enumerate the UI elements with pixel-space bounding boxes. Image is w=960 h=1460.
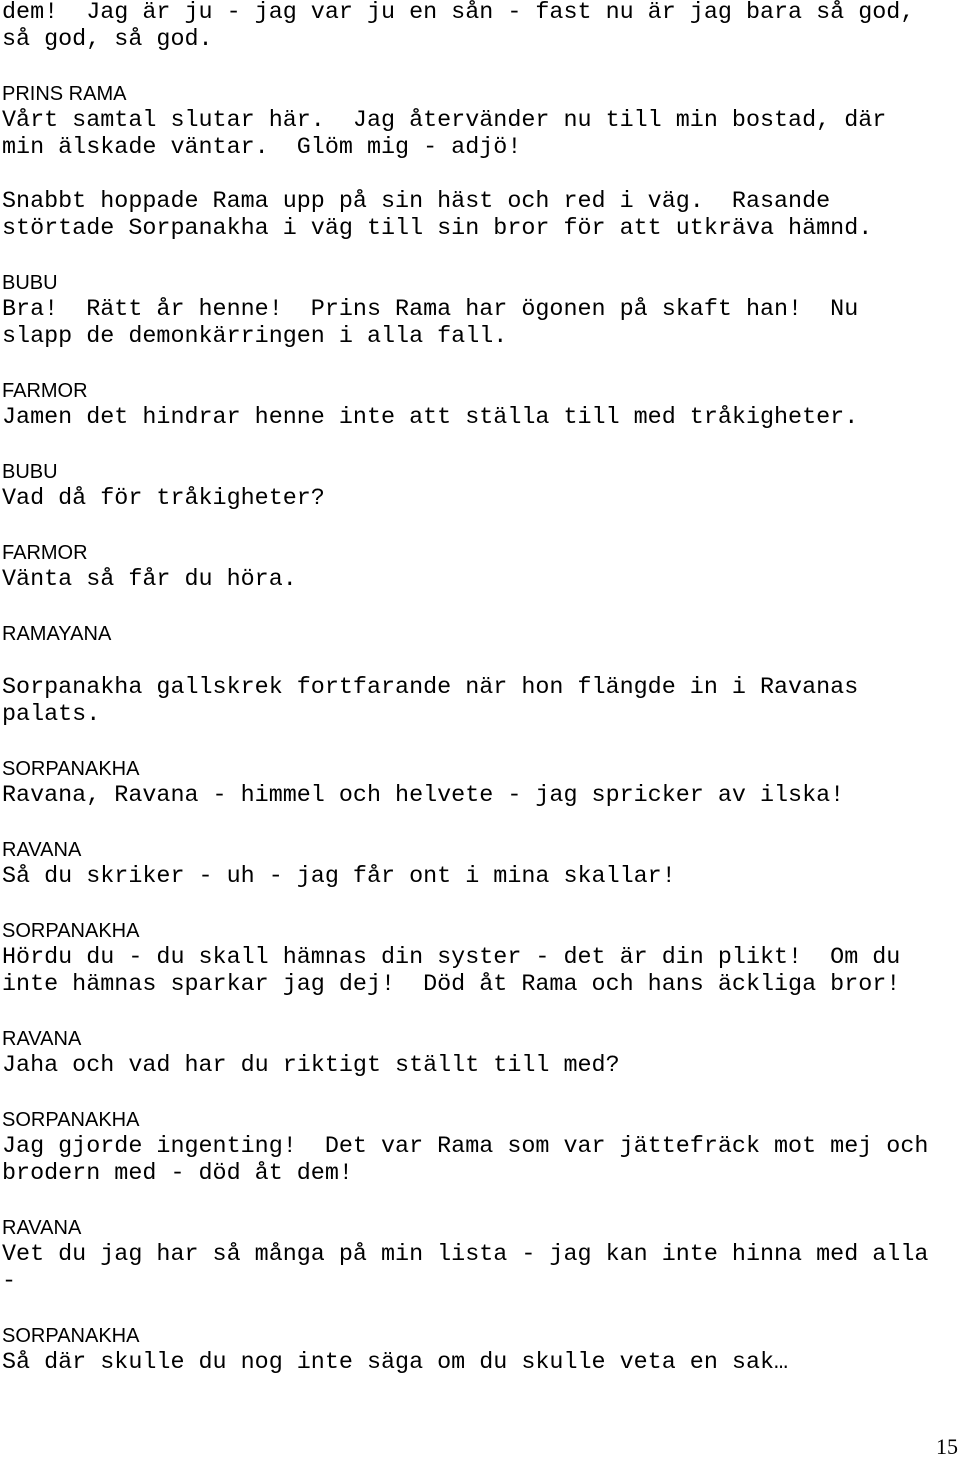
dialogue-line: Jag gjorde ingenting! Det var Rama som var jättefräck mot mej och [2, 1134, 929, 1160]
narration-line: palats. [2, 702, 101, 728]
speaker-name: SORPANAKHA [2, 758, 140, 780]
speaker-name: RAVANA [2, 1028, 82, 1050]
speaker-name: RAVANA [2, 839, 82, 861]
speaker-name: SORPANAKHA [2, 1325, 140, 1347]
narration-line: Sorpanakha gallskrek fortfarande när hon flängde in i Ravanas [2, 675, 859, 701]
dialogue-line: inte hämnas sparkar jag dej! Död åt Rama och hans äckliga bror! [2, 972, 901, 998]
dialogue-line: Bra! Rätt år henne! Prins Rama har ögonen på skaft han! Nu [2, 297, 859, 323]
dialogue-line: Så där skulle du nog inte säga om du skulle veta en sak… [2, 1350, 789, 1376]
dialogue-line: min älskade väntar. Glöm mig - adjö! [2, 135, 522, 161]
dialogue-line: Vad då för tråkigheter? [2, 486, 325, 512]
manuscript-page [2, 0, 952, 1377]
speaker-name: SORPANAKHA [2, 920, 140, 942]
speaker-name: BUBU [2, 461, 58, 483]
page-number: 15 [936, 1434, 958, 1459]
speaker-name: BUBU [2, 272, 58, 294]
dialogue-line: Så du skriker - uh - jag får ont i mina skallar! [2, 864, 676, 890]
narration-line: Snabbt hoppade Rama upp på sin häst och red i väg. Rasande [2, 189, 831, 215]
speaker-name: PRINS RAMA [2, 83, 127, 105]
section-heading: RAMAYANA [2, 623, 112, 645]
dialogue-line: Jaha och vad har du riktigt ställt till med? [2, 1053, 620, 1079]
dialogue-line: brodern med - död åt dem! [2, 1161, 353, 1187]
dialogue-line: slapp de demonkärringen i alla fall. [2, 324, 508, 350]
dialogue-line: Vet du jag har så många på min lista - jag kan inte hinna med alla [2, 1242, 929, 1268]
dialogue-line: Vänta så får du höra. [2, 567, 297, 593]
dialogue-line: Ravana, Ravana - himmel och helvete - jag spricker av ilska! [2, 783, 845, 809]
dialogue-line: Hördu du - du skall hämnas din syster - det är din plikt! Om du [2, 945, 901, 971]
narration-line: störtade Sorpanakha i väg till sin bror för att utkräva hämnd. [2, 216, 873, 242]
dialogue-line: Jamen det hindrar henne inte att ställa till med tråkigheter. [2, 405, 859, 431]
speaker-name: FARMOR [2, 542, 88, 564]
speaker-name: FARMOR [2, 380, 88, 402]
dialogue-line: - [2, 1269, 17, 1295]
speaker-name: RAVANA [2, 1217, 82, 1239]
dialogue-line: dem! Jag är ju - jag var ju en sån - fast nu är jag bara så god, [2, 0, 915, 26]
dialogue-line: Vårt samtal slutar här. Jag återvänder nu till min bostad, där [2, 108, 887, 134]
dialogue-line: så god, så god. [2, 27, 213, 53]
speaker-name: SORPANAKHA [2, 1109, 140, 1131]
